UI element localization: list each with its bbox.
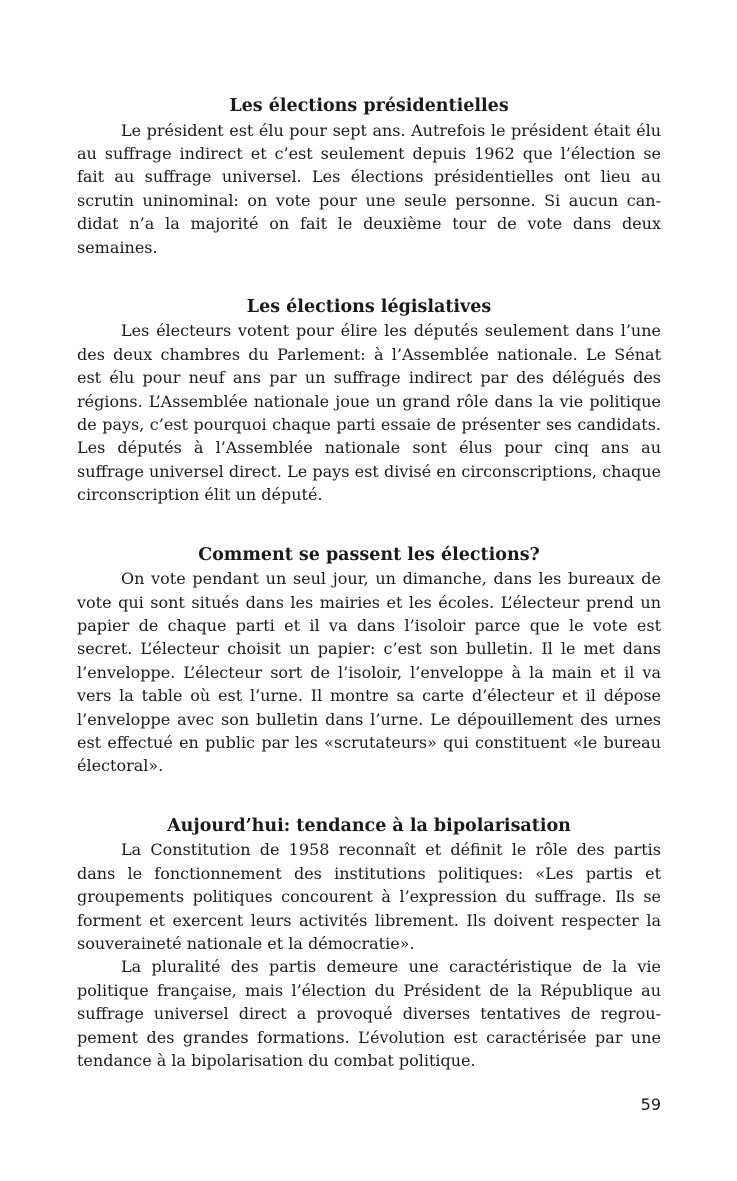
- section-paragraph: On vote pendant un seul jour, un dimanche, dans les bureaux de vote qui sont situés dans les mairies et les écoles. L’électeur prend un papier de chaque parti et il va dans l’isoloir parce que le vote est secret. L’électeur choisit un papier: c’est son bulletin. Il le met dans l’enveloppe. L’électeur sort de l’isoloir, l’enveloppe à la main et il va vers la table où est l’urne. Il montre sa carte d’électeur et il dépose l’enveloppe avec son bulletin dans l’urne. Le dépouillement des urnes est effectué en public par les «scrutateurs» qui constituent «le bureau électoral».: [77, 569, 661, 776]
- page-content: [77, 95, 661, 1072]
- section-paragraph: Le président est élu pour sept ans. Autrefois le président était élu au suffrage indirect et c’est seulement depuis 1962 que l’élection se fait au suffrage universel. Les élections présidentielles ont lieu au scrutin uninominal: on vote pour une seule personne. Si aucun candidat n’a la majorité on fait le deuxième tour de vote dans deux semaines.: [77, 120, 661, 257]
- section-heading: Les élections législatives: [246, 296, 492, 317]
- section-paragraph: La pluralité des partis demeure une caractéristique de la vie politique française, mais l’élection du Président de la République au suffrage universel direct a provoqué diverses tentatives de regroupement des grandes formations. L’évolution est caractérisée par une tendance à la bipolarisation du combat politique.: [77, 957, 661, 1070]
- section-heading: Aujourd’hui: tendance à la bipolarisation: [167, 815, 571, 836]
- section-paragraph: La Constitution de 1958 reconnaît et définit le rôle des partis dans le fonctionnement des institutions politiques: «Les partis et groupements politiques concourent à l’expression du suffrage. Ils se forment et exercent leurs activités librement. Ils doivent respecter la souveraineté nationale et la démocratie».: [77, 840, 661, 953]
- section-heading: Les élections présidentielles: [229, 96, 509, 116]
- section-bipolarisation: [77, 815, 661, 1073]
- section-presidential-elections: [77, 95, 661, 259]
- section-legislative-elections: [77, 296, 661, 507]
- section-how-elections-work: [77, 544, 661, 778]
- page-number: 59: [640, 1095, 661, 1114]
- section-paragraph: Les électeurs votent pour élire les députés seulement dans l’une des deux chambres du Parlement: à l’Assemblée nationale. Le Sénat est élu pour neuf ans par un suffrage indirect par des délégués des régions. L’Assemblée nationale joue un grand rôle dans la vie politique de pays, c’est pourquoi chaque parti essaie de présenter ses candidats. Les députés à l’Assemblée nationale sont élus pour cinq ans au suffrage universel direct. Le pays est divisé en circonscriptions, chaque circonscription élit un député.: [77, 321, 661, 505]
- section-heading: Comment se passent les élections?: [198, 544, 540, 565]
